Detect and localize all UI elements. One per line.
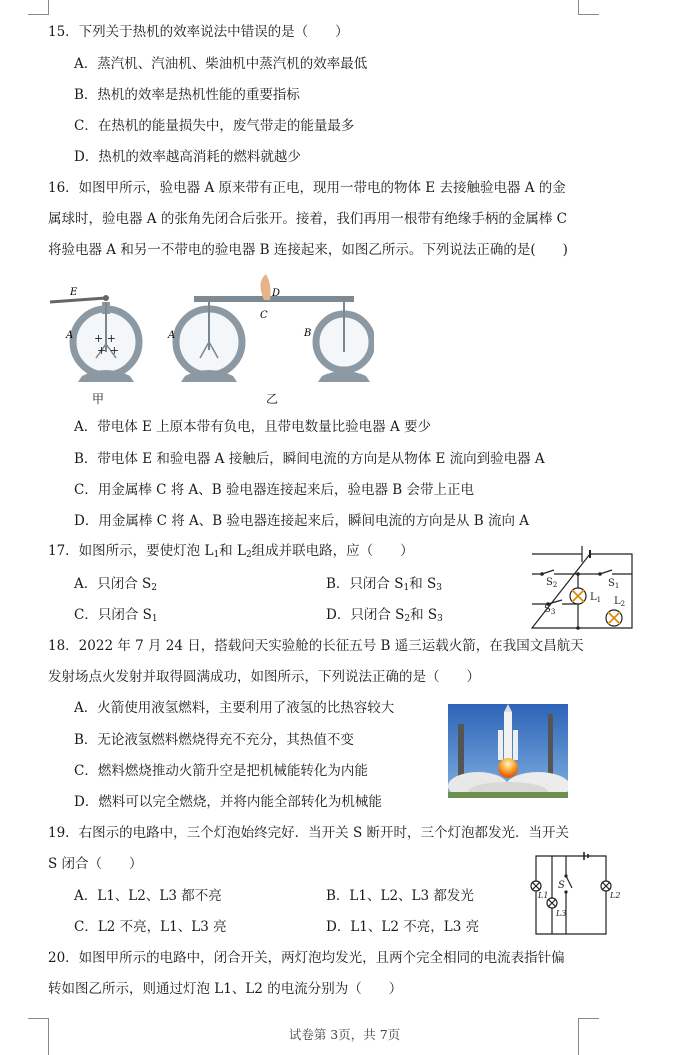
q20-stem-line-2: 转如图乙所示，则通过灯泡 L1、L2 的电流分别为（ ） (48, 981, 403, 997)
fig-caption-yi: 乙 (266, 392, 279, 406)
q16-option-a[interactable]: A．带电体 E 上原本带有负电，且带电数量比验电器 A 要少 (74, 419, 432, 435)
l2-label-q19: L2 (610, 891, 620, 900)
plus-signs-top: + + (94, 332, 116, 345)
fig-label-c: C (260, 310, 268, 321)
q15-option-d[interactable]: D．热机的效率越高消耗的燃料就越少 (74, 149, 301, 165)
q20-stem-line-1: 20．如图甲所示的电路中，闭合开关，两灯泡均发光，且两个完全相同的电流表指针偏 (48, 950, 565, 966)
q15-stem: 15．下列关于热机的效率说法中错误的是（ ） (48, 24, 349, 40)
q18-option-c[interactable]: C．燃料燃烧推动火箭升空是把机械能转化为内能 (74, 763, 368, 779)
q19-circuit-diagram (526, 852, 620, 938)
fig-label-a-jia: A (66, 330, 74, 341)
s1-label: $S_1$ (608, 578, 620, 590)
q19-option-b[interactable]: B．L1、L2、L3 都发光 (326, 888, 474, 904)
fig-caption-jia: 甲 (92, 392, 105, 406)
q18-stem-line-1: 18．2022 年 7 月 24 日，搭载问天实验舱的长征五号 B 遥三运载火箭，在我国文昌航天 (48, 638, 584, 654)
q15-option-c[interactable]: C．在热机的能量损失中，废气带走的能量最多 (74, 118, 355, 134)
q18-option-d[interactable]: D．燃料可以完全燃烧，并将内能全部转化为机械能 (74, 794, 382, 810)
q16-option-d[interactable]: D．用金属棒 C 将 A、B 验电器连接起来后，瞬间电流的方向是从 B 流向 A (74, 513, 530, 529)
l1-label: $L_1$ (590, 592, 602, 604)
fig-label-d: D (272, 288, 281, 299)
plus-signs-bottom: + + (97, 344, 119, 357)
q17-option-a[interactable]: A．只闭合 $S_2$ (74, 576, 158, 593)
q18-stem-line-2: 发射场点火发射并取得圆满成功，如图所示，下列说法正确的是（ ） (48, 669, 480, 685)
q19-option-c[interactable]: C．L2 不亮，L1、L3 亮 (74, 919, 227, 935)
s3-label: $S_3$ (544, 604, 556, 616)
q15-option-a[interactable]: A．蒸汽机、汽油机、柴油机中蒸汽机的效率最低 (74, 56, 368, 72)
fig-label-a-yi: A (168, 330, 176, 341)
q15-option-b[interactable]: B．热机的效率是热机性能的重要指标 (74, 87, 300, 103)
q16-option-b[interactable]: B．带电体 E 和验电器 A 接触后，瞬间电流的方向是从物体 E 流向到验电器 A (74, 451, 545, 467)
electroscope-a-yi (176, 302, 242, 382)
rocket-body (504, 712, 512, 760)
q16-stem-line-1: 16．如图甲所示，验电器 A 原来带有正电，现用一带电的物体 E 去接触验电器 A 的金 (48, 180, 566, 196)
q19-stem-line-2: S 闭合（ ） (48, 856, 143, 872)
l3-label-q19: L3 (556, 909, 567, 918)
q16-stem-line-2: 属球时，验电器 A 的张角先闭合后张开。接着，我们再用一根带有绝缘手柄的金属棒 C (48, 211, 567, 227)
q19-option-d[interactable]: D．L1、L2 不亮，L3 亮 (326, 919, 480, 935)
q18-option-b[interactable]: B．无论液氢燃料燃烧得充不充分，其热值不变 (74, 732, 354, 748)
rocket-launch-photo (448, 704, 568, 798)
l2-label: $L_2$ (614, 596, 626, 608)
q19-stem-line-1: 19．右图示的电路中，三个灯泡始终完好．当开关 S 断开时，三个灯泡都发光．当开关 (48, 825, 570, 841)
q19-option-a[interactable]: A．L1、L2、L3 都不亮 (74, 888, 222, 904)
q18-option-a[interactable]: A．火箭使用液氢燃料，主要利用了液氢的比热容较大 (74, 700, 395, 716)
q17-option-b[interactable]: B．只闭合 $S_1$和 $S_3$ (326, 576, 442, 593)
s2-label: $S_2$ (546, 577, 558, 589)
rocket-flame (498, 758, 518, 778)
page-footer: 试卷第 3页，共 7页 (288, 1027, 401, 1042)
crop-mark-top-right (578, 0, 599, 15)
electroscope-b (316, 302, 372, 382)
fig-label-e: E (70, 287, 78, 298)
q17-stem: 17．如图所示，要使灯泡 $L_1$和 $L_2$组成并联电路，应（ ） (48, 543, 414, 560)
l1-label-q19: L1 (538, 891, 549, 900)
fig-label-b: B (304, 328, 312, 339)
q16-option-c[interactable]: C．用金属棒 C 将 A、B 验电器连接起来后，验电器 B 会带上正电 (74, 482, 474, 498)
q17-option-d[interactable]: D．只闭合 $S_2$和 $S_3$ (326, 607, 443, 624)
q17-option-c[interactable]: C．只闭合 $S_1$ (74, 607, 158, 624)
q17-circuit-diagram (528, 540, 638, 632)
switch-s-label: S (558, 880, 565, 891)
q16-stem-line-3: 将验电器 A 和另一不带电的验电器 B 连接起来，如图乙所示。下列说法正确的是( ) (48, 242, 568, 258)
crop-mark-top-left (28, 0, 49, 15)
